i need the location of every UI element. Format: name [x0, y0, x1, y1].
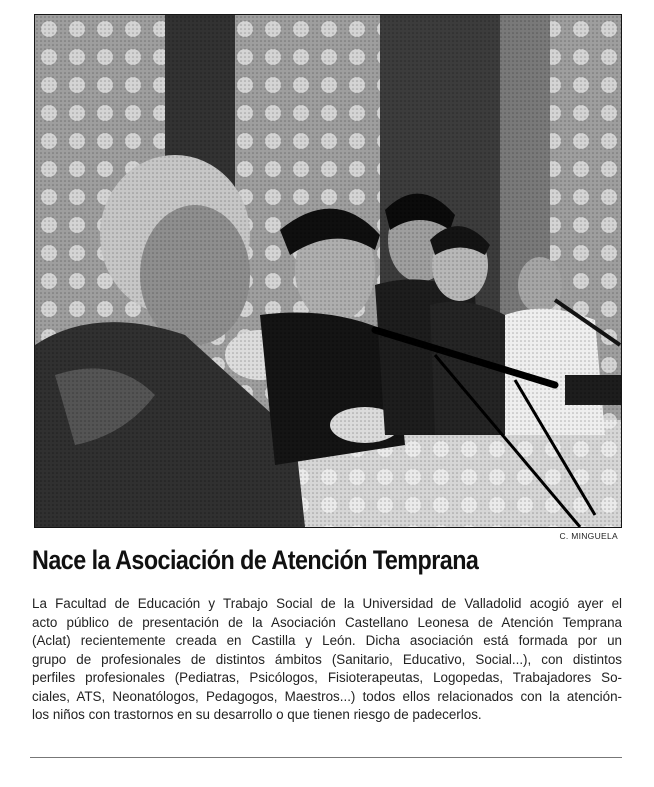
article-line: los niños con trastornos en su desarrollo o que tienen riesgo de padecerlos. [32, 707, 482, 722]
article-body [32, 595, 622, 725]
article-headline: Nace la Asociación de Atención Temprana [32, 545, 479, 575]
article-line: La Facultad de Educación y Trabajo Social de la Universidad de Valladolid acogió ayer el [32, 596, 622, 611]
press-photo [34, 14, 622, 528]
article-line: ciales, ATS, Neonatólogos, Pedagogos, Maestros...) todos ellos relacionados con la atención- [32, 688, 622, 704]
article-line: perfiles profesionales (Pediatras, Psicólogos, Fisioterapeutas, Logopedas, Trabajadores So- [32, 670, 622, 685]
article-line: acto público de presentación de la Asociación Castellano Leonesa de Atención Temprana [32, 614, 622, 630]
press-photo-illustration [35, 15, 621, 527]
article-line: grupo de profesionales de distintos ámbitos (Sanitario, Educativo, Social...), con distintos [32, 651, 622, 667]
article-line: (Aclat) recientemente creada en Castilla y León. Dicha asociación está formada por un [32, 633, 622, 648]
photo-credit: C. MINGUELA [559, 531, 618, 541]
bottom-divider [30, 757, 622, 758]
